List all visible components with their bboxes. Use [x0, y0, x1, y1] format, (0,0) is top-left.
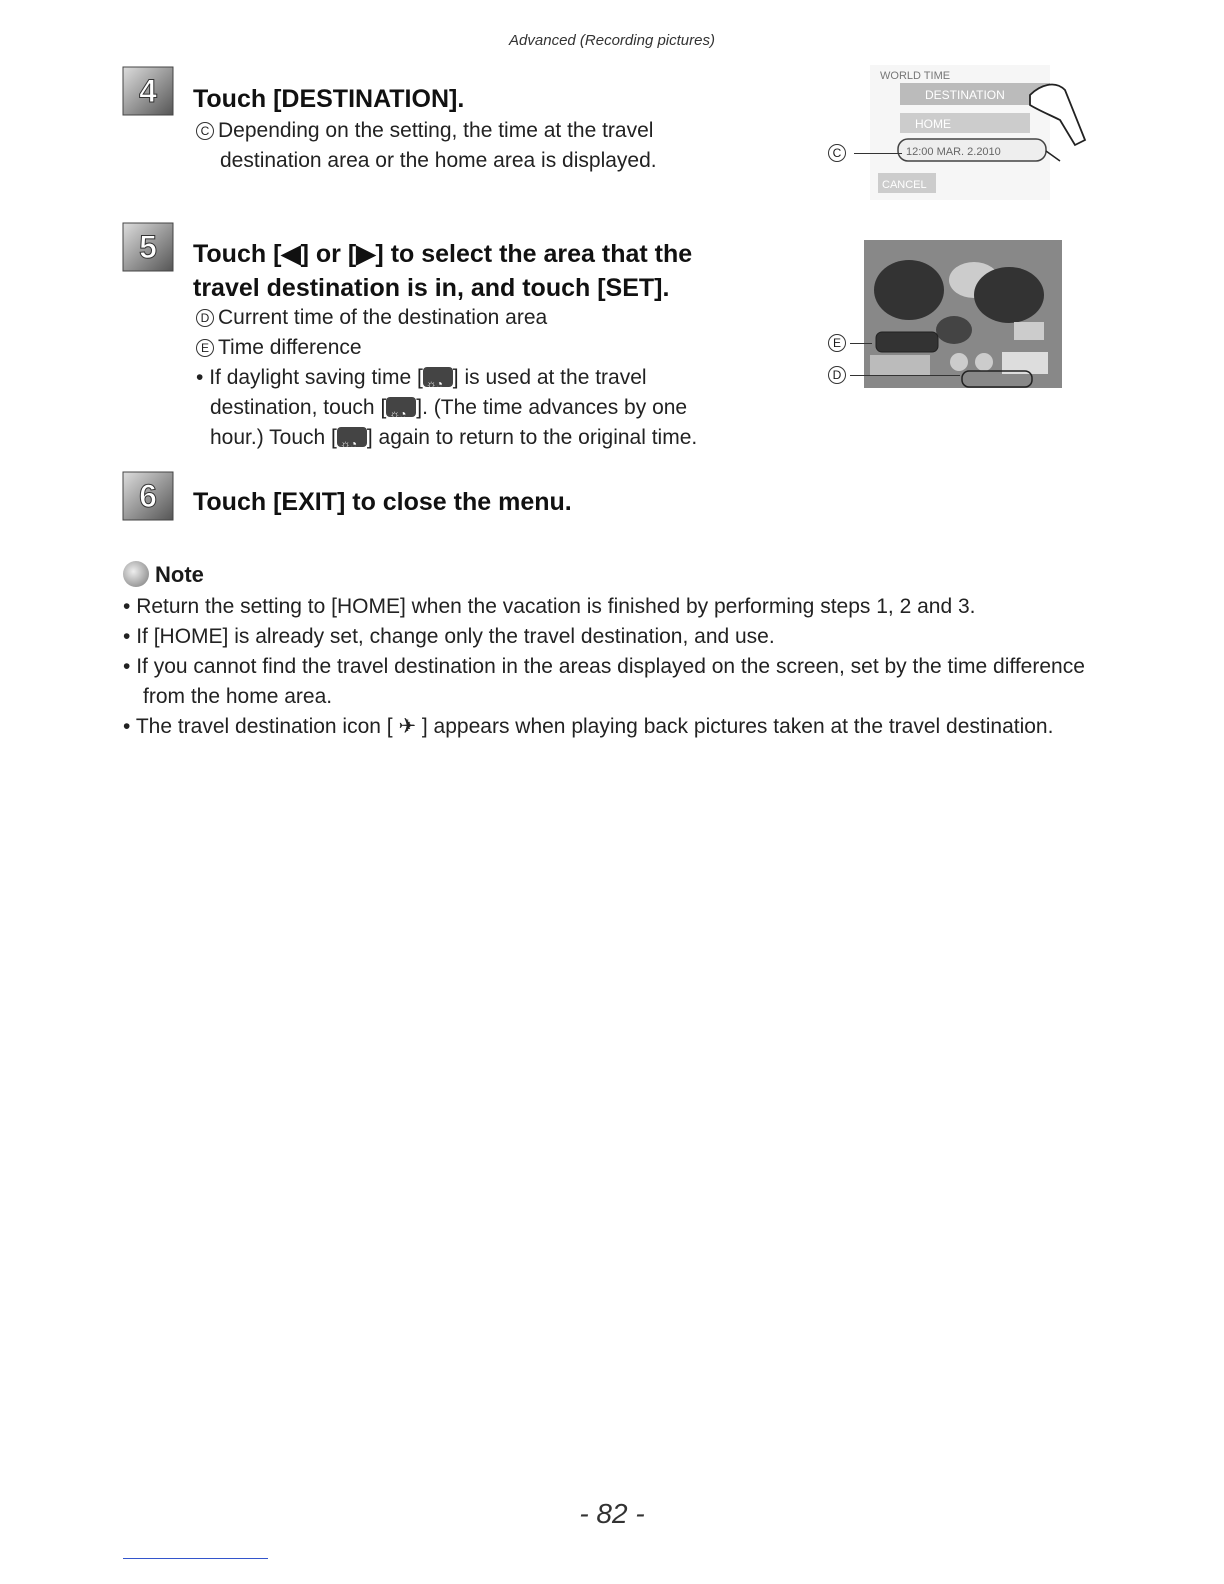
step-5-number: 5	[139, 229, 157, 265]
step-4-text-1: Depending on the setting, the time at the travel	[218, 119, 654, 142]
note-item: • If you cannot find the travel destination in the areas displayed on the screen, set by the time difference from the home area.	[123, 652, 1093, 712]
step-4-body	[196, 116, 756, 176]
fig1-callout-c: C	[828, 144, 908, 162]
page-number: - 82 -	[579, 1498, 645, 1529]
item-e-text: Time difference	[218, 336, 362, 359]
fig1-cancel-label: CANCEL	[882, 179, 927, 191]
step-4-number: 4	[139, 73, 157, 109]
note-item: • The travel destination icon [ ✈ ] appears when playing back pictures taken at the travel destination.	[123, 712, 1093, 742]
fig2-callout-e: E	[828, 334, 888, 354]
fig1-home-label: HOME	[915, 117, 951, 131]
note-heading: Note	[123, 560, 204, 590]
step-6-badge	[122, 471, 174, 521]
running-header: Advanced (Recording pictures)	[509, 32, 715, 49]
daylight-saving-icon	[337, 427, 367, 447]
step-5-body	[196, 303, 796, 453]
note-item: • Return the setting to [HOME] when the vacation is finished by performing steps 1, 2 and 3.	[123, 592, 1093, 622]
callout-d-marker: D	[196, 309, 214, 327]
callout-c-marker: C	[196, 122, 214, 140]
right-arrow-icon: ▶	[356, 240, 376, 268]
note-list	[123, 592, 1093, 742]
fig2-callout-d: D	[828, 366, 978, 386]
fig1-menu-title: WORLD TIME	[880, 70, 951, 82]
item-d-text: Current time of the destination area	[218, 306, 548, 329]
world-time-menu-figure	[870, 65, 1090, 215]
step-6-number: 6	[139, 478, 157, 514]
daylight-saving-icon	[423, 367, 453, 387]
step-4-badge	[122, 66, 174, 116]
step-5-title: Touch [◀] or [▶] to select the area that the travel destination is in, and touch [SET].	[193, 240, 693, 302]
note-icon	[123, 561, 149, 587]
callout-e-marker: E	[196, 339, 214, 357]
fig1-destination-label: DESTINATION	[925, 88, 1005, 102]
step-4-title: Touch [DESTINATION].	[193, 85, 465, 113]
step-4-text-2: destination area or the home area is displayed.	[220, 149, 657, 172]
note-item: • If [HOME] is already set, change only the travel destination, and use.	[123, 622, 1093, 652]
left-arrow-icon: ◀	[281, 240, 301, 268]
fig1-time-display: 12:00 MAR. 2.2010	[906, 146, 1001, 158]
daylight-saving-icon	[386, 397, 416, 417]
step-6-title: Touch [EXIT] to close the menu.	[193, 488, 572, 516]
dst-bullet: • If daylight saving time [☼◔ ] is used at the travel destination, touch [☼◔ ]. (The time advances by one hour.) Touch [☼◔ ] again to return to the original time.	[196, 363, 796, 453]
step-5-badge	[122, 222, 174, 272]
footer-rule	[123, 1558, 268, 1559]
